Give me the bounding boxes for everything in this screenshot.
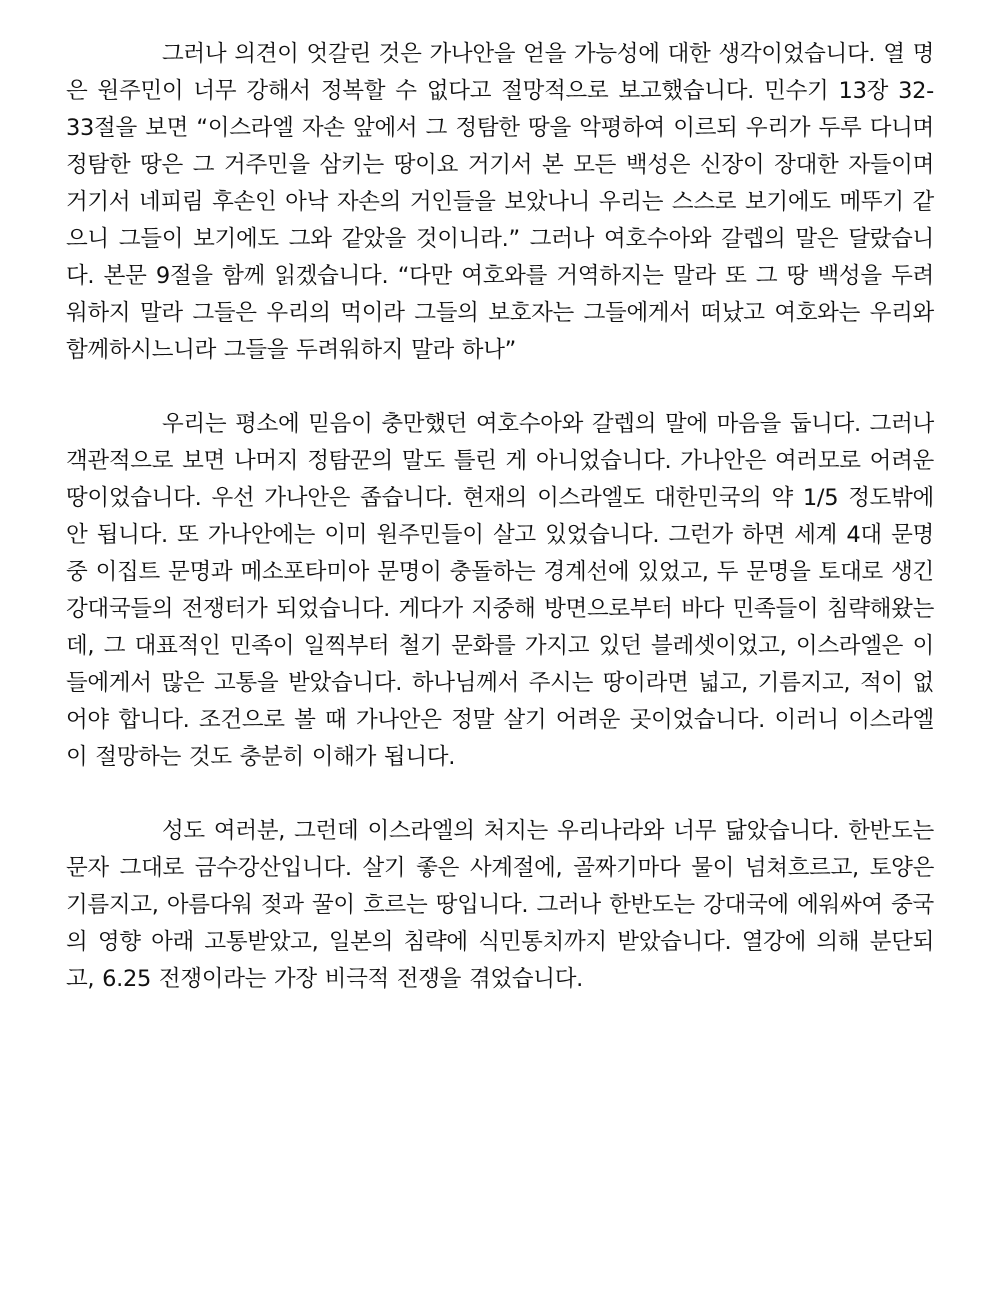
paragraph-2: 우리는 평소에 믿음이 충만했던 여호수아와 갈렙의 말에 마음을 둡니다. 그러나 객관적으로 보면 나머지 정탐꾼의 말도 틀린 게 아니었습니다. 가나안은 여러모로 어려운 땅이었습니다. 우선 가나안은 좁습니다. 현재의 이스라엘도 대한민국의 약 1/5 정도밖에 안 됩니다. 또 가나안에는 이미 원주민들이 살고 있었습니다. 그런가 하면 세계 4대 문명 중 이집트 문명과 메소포타미아 문명이 충돌하는 경계선에 있었고, 두 문명을 토대로 생긴 강대국들의 전쟁터가 되었습니다. 게다가 지중해 방면으로부터 바다 민족들이 침략해왔는데, 그 대표적인 민족이 일찍부터 철기 문화를 가지고 있던 블레셋이었고, 이스라엘은 이들에게서 많은 고통을 받았습니다. 하나님께서 주시는 땅이라면 넓고, 기름지고, 적이 없어야 합니다. 조건으로 볼 때 가나안은 정말 살기 어려운 곳이었습니다. 이러니 이스라엘이 절망하는 것도 충분히 이해가 됩니다.	[66, 411, 934, 770]
document-page	[66, 36, 934, 998]
paragraph-3: 성도 여러분, 그런데 이스라엘의 처지는 우리나라와 너무 닮았습니다. 한반도는 문자 그대로 금수강산입니다. 살기 좋은 사계절에, 골짜기마다 물이 넘쳐흐르고, 토양은 기름지고, 아름다워 젖과 꿀이 흐르는 땅입니다. 그러나 한반도는 강대국에 에워싸여 중국의 영향 아래 고통받았고, 일본의 침략에 식민통치까지 받았습니다. 열강에 의해 분단되고, 6.25 전쟁이라는 가장 비극적 전쟁을 겪었습니다.	[66, 818, 934, 992]
paragraph-1: 그러나 의견이 엇갈린 것은 가나안을 얻을 가능성에 대한 생각이었습니다. 열 명은 원주민이 너무 강해서 정복할 수 없다고 절망적으로 보고했습니다. 민수기 13장 32-33절을 보면 “이스라엘 자손 앞에서 그 정탐한 땅을 악평하여 이르되 우리가 두루 다니며 정탐한 땅은 그 거주민을 삼키는 땅이요 거기서 본 모든 백성은 신장이 장대한 자들이며 거기서 네피림 후손인 아낙 자손의 거인들을 보았나니 우리는 스스로 보기에도 메뚜기 같으니 그들이 보기에도 그와 같았을 것이니라.” 그러나 여호수아와 갈렙의 말은 달랐습니다. 본문 9절을 함께 읽겠습니다. “다만 여호와를 거역하지는 말라 또 그 땅 백성을 두려워하지 말라 그들은 우리의 먹이라 그들의 보호자는 그들에게서 떠났고 여호와는 우리와 함께하시느니라 그들을 두려워하지 말라 하나”	[66, 41, 934, 363]
